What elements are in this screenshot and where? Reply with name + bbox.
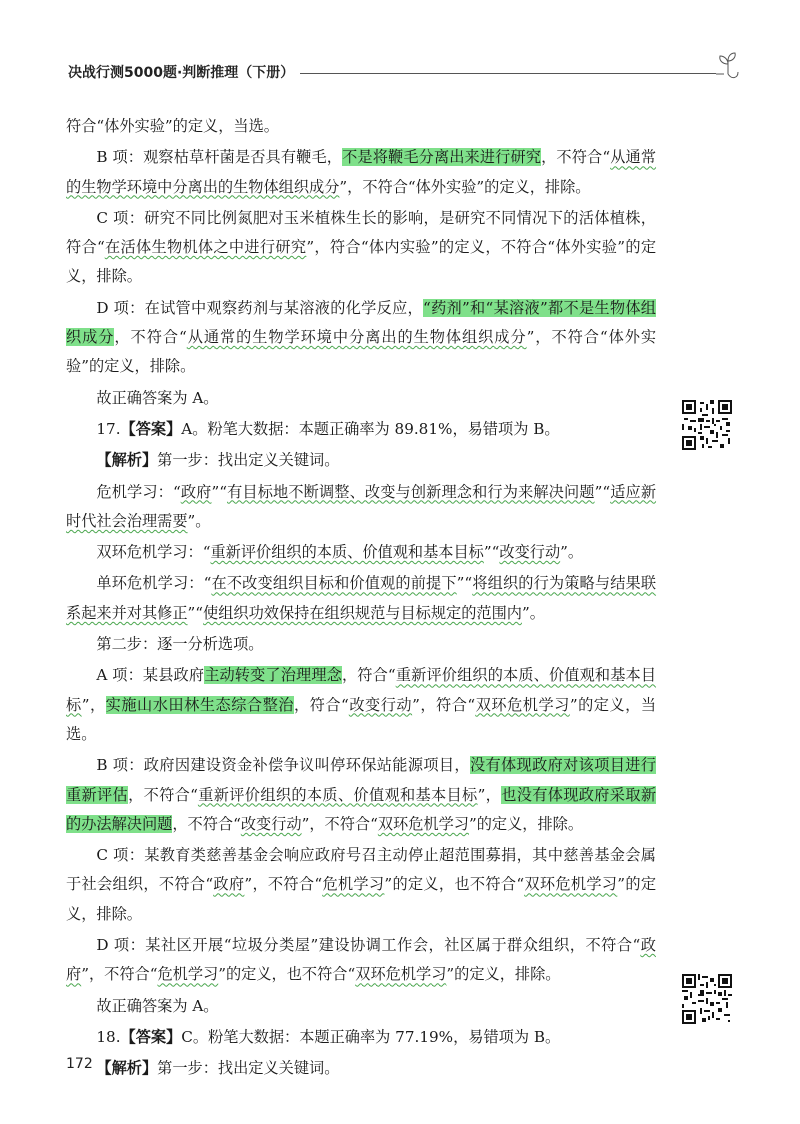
analysis-label: 【解析】 xyxy=(96,451,158,470)
text-run: ，不符合“ xyxy=(541,148,611,167)
text-run: 故正确答案为 A。 xyxy=(96,388,219,407)
text-run: ，不符合“ xyxy=(128,785,198,804)
text-run: ”， xyxy=(477,785,502,804)
underlined-phrase: 改变行动 xyxy=(240,814,302,833)
underlined-phrase: 改变行动 xyxy=(348,695,413,714)
text-run: C。粉笔大数据：本题正确率为 77.19%，易错项为 B。 xyxy=(181,1027,561,1046)
underlined-phrase: 双环危机学习 xyxy=(475,695,570,714)
text-run: 单环危机学习：“ xyxy=(96,574,212,593)
text-run: C 项：研究不同比例氮肥对玉米植株生长的影响，是研究不同情况下的活体植株，符合“ xyxy=(66,208,656,257)
qr-code-icon[interactable] xyxy=(682,400,732,450)
text-run: 符合“体外实验”的定义，当选。 xyxy=(66,117,279,135)
underlined-phrase: 政府 xyxy=(66,936,656,984)
text-run: 故正确答案为 A。 xyxy=(96,996,219,1015)
underlined-phrase: 从通常的生物学环境中分离出的生物体组织成分 xyxy=(186,328,527,347)
underlined-phrase: 重新评价组织的本质、价值观和基本目标 xyxy=(197,785,478,804)
text-run: 双环危机学习：“ xyxy=(96,543,211,562)
conclusion-q17 xyxy=(66,992,656,1021)
option-a-analysis xyxy=(66,661,656,749)
underlined-phrase: 政府 xyxy=(213,875,245,894)
underlined-phrase: 有目标地不断调整、改变与创新理念和行为来解决问题 xyxy=(227,482,595,501)
highlighted-phrase: “药剂”和“某溶液”都不是生物体组织成分 xyxy=(66,298,656,347)
question-number: 18. xyxy=(96,1027,121,1046)
text-run: 第二步：逐一分析选项。 xyxy=(96,635,264,654)
question-17-answer xyxy=(66,415,656,444)
text-run: C 项：某教育类慈善基金会响应政府号召主动停止超范围募捐，其中慈善基金会属于社会组织，不符合“ xyxy=(66,846,656,894)
definition-crisis-learning xyxy=(66,478,656,537)
text-run: ”。 xyxy=(187,511,211,530)
option-b-analysis xyxy=(66,143,656,202)
text-run: ”“ xyxy=(483,543,500,562)
text-run: ，不符合“ xyxy=(114,328,187,347)
definition-single-loop xyxy=(66,569,656,628)
text-run: ”，不符合“ xyxy=(244,875,323,894)
underlined-phrase: 使组织功效保持在组织规范与目标规定的范围内 xyxy=(203,603,522,622)
analysis-heading xyxy=(66,446,656,475)
underlined-phrase: 危机学习 xyxy=(157,965,219,984)
underlined-phrase: 适应新时代社会治理需要 xyxy=(66,482,657,530)
text-run: ”，不符合“体外实验”的定义，排除。 xyxy=(66,328,657,376)
highlighted-phrase: 实施山水田林生态综合整治 xyxy=(105,695,294,714)
header-rule xyxy=(300,73,716,74)
analysis-heading-q18 xyxy=(66,1054,656,1083)
underlined-phrase: 从通常的生物学环境中分离出的生物体组织成分 xyxy=(66,148,657,196)
highlighted-phrase: 没有体现政府对该项目进行重新评估 xyxy=(66,756,656,804)
text-run: ，不符合“ xyxy=(172,814,241,833)
step-two xyxy=(66,630,656,659)
text-run: ”，不符合“体外实验”的定义，排除。 xyxy=(339,177,591,196)
text-run: ”“ xyxy=(187,603,204,622)
underlined-phrase: 重新评价组织的本质、价值观和基本目标 xyxy=(210,543,484,562)
paragraph xyxy=(66,112,656,141)
underlined-phrase: 在活体生物机体之中进行研究 xyxy=(104,238,307,257)
question-18-answer xyxy=(66,1023,656,1052)
text-run: ”的定义，当选。 xyxy=(66,695,657,743)
underlined-phrase: 危机学习 xyxy=(322,875,385,894)
conclusion xyxy=(66,384,656,413)
answer-label: 【答案】 xyxy=(120,419,182,438)
text-run: D 项：某社区开展“垃圾分类屋”建设协调工作会，社区属于群众组织，不符合“ xyxy=(96,936,641,955)
answer-label: 【答案】 xyxy=(120,1027,182,1046)
highlighted-phrase: 也没有体现政府采取新的办法解决问题 xyxy=(66,785,657,833)
qr-code-icon[interactable] xyxy=(682,974,732,1024)
text-run: 危机学习：“ xyxy=(96,482,181,501)
text-run: 第一步：找出定义关键词。 xyxy=(157,1059,340,1078)
answer-explanation-text xyxy=(66,112,656,1086)
underlined-phrase: 双环危机学习 xyxy=(377,814,469,833)
underlined-phrase: 政府 xyxy=(180,482,212,501)
highlighted-phrase: 主动转变了治理理念 xyxy=(204,666,342,685)
analysis-label: 【解析】 xyxy=(96,1059,158,1078)
text-run: ”，符合“ xyxy=(412,695,476,714)
text-run: ”， xyxy=(81,695,106,714)
text-run: B 项：观察枯草杆菌是否具有鞭毛， xyxy=(96,148,343,167)
question-number: 17. xyxy=(96,419,121,438)
option-c-analysis-q17 xyxy=(66,841,656,929)
definition-double-loop xyxy=(66,538,656,567)
underlined-phrase: 双环危机学习 xyxy=(355,965,447,984)
text-run: ”的定义，也不符合“ xyxy=(218,965,356,984)
sprout-icon xyxy=(708,48,748,88)
option-b-analysis-q17 xyxy=(66,751,656,839)
text-run: D 项：在试管中观察药剂与某溶液的化学反应， xyxy=(96,298,424,317)
text-run: ”“ xyxy=(211,482,227,501)
text-run: ”“ xyxy=(594,482,611,501)
text-run: ”的定义，排除。 xyxy=(66,875,657,923)
text-run: A。粉笔大数据：本题正确率为 89.81%，易错项为 B。 xyxy=(181,419,560,438)
underlined-phrase: 重新评价组织的本质、价值观和基本目标 xyxy=(66,666,657,714)
text-run: ”，符合“体内实验”的定义，不符合“体外实验”的定义，排除。 xyxy=(66,238,657,286)
underlined-phrase: 改变行动 xyxy=(499,543,561,562)
underlined-phrase: 在不改变组织目标和价值观的前提下 xyxy=(211,574,457,593)
book-title: 决战行测5000题·判断推理（下册） xyxy=(68,65,295,81)
underlined-phrase: 将组织的行为策略与结果联系起来并对其修正 xyxy=(66,574,657,622)
text-run: B 项：政府因建设资金补偿争议叫停环保站能源项目， xyxy=(96,756,470,775)
text-run: ，符合“ xyxy=(342,666,396,685)
text-run: 第一步：找出定义关键词。 xyxy=(157,451,340,470)
text-run: ”的定义，也不符合“ xyxy=(384,875,525,894)
text-run: ”。 xyxy=(560,543,584,562)
text-run: ”。 xyxy=(521,603,545,622)
text-run: ”“ xyxy=(456,574,473,593)
option-c-analysis xyxy=(66,204,656,292)
option-d-analysis-q17 xyxy=(66,931,656,990)
text-run: ”的定义，排除。 xyxy=(468,814,584,833)
option-d-analysis xyxy=(66,294,656,382)
page-number: 172 xyxy=(66,1056,93,1072)
running-header xyxy=(68,62,748,86)
text-run: ，符合“ xyxy=(293,695,349,714)
underlined-phrase: 双环危机学习 xyxy=(524,875,618,894)
highlighted-phrase: 不是将鞭毛分离出来进行研究 xyxy=(342,148,542,167)
text-run: ”，不符合“ xyxy=(301,814,378,833)
text-run: ”的定义，排除。 xyxy=(446,965,561,984)
text-run: ”，不符合“ xyxy=(81,965,158,984)
text-run: A 项：某县政府 xyxy=(96,666,205,685)
